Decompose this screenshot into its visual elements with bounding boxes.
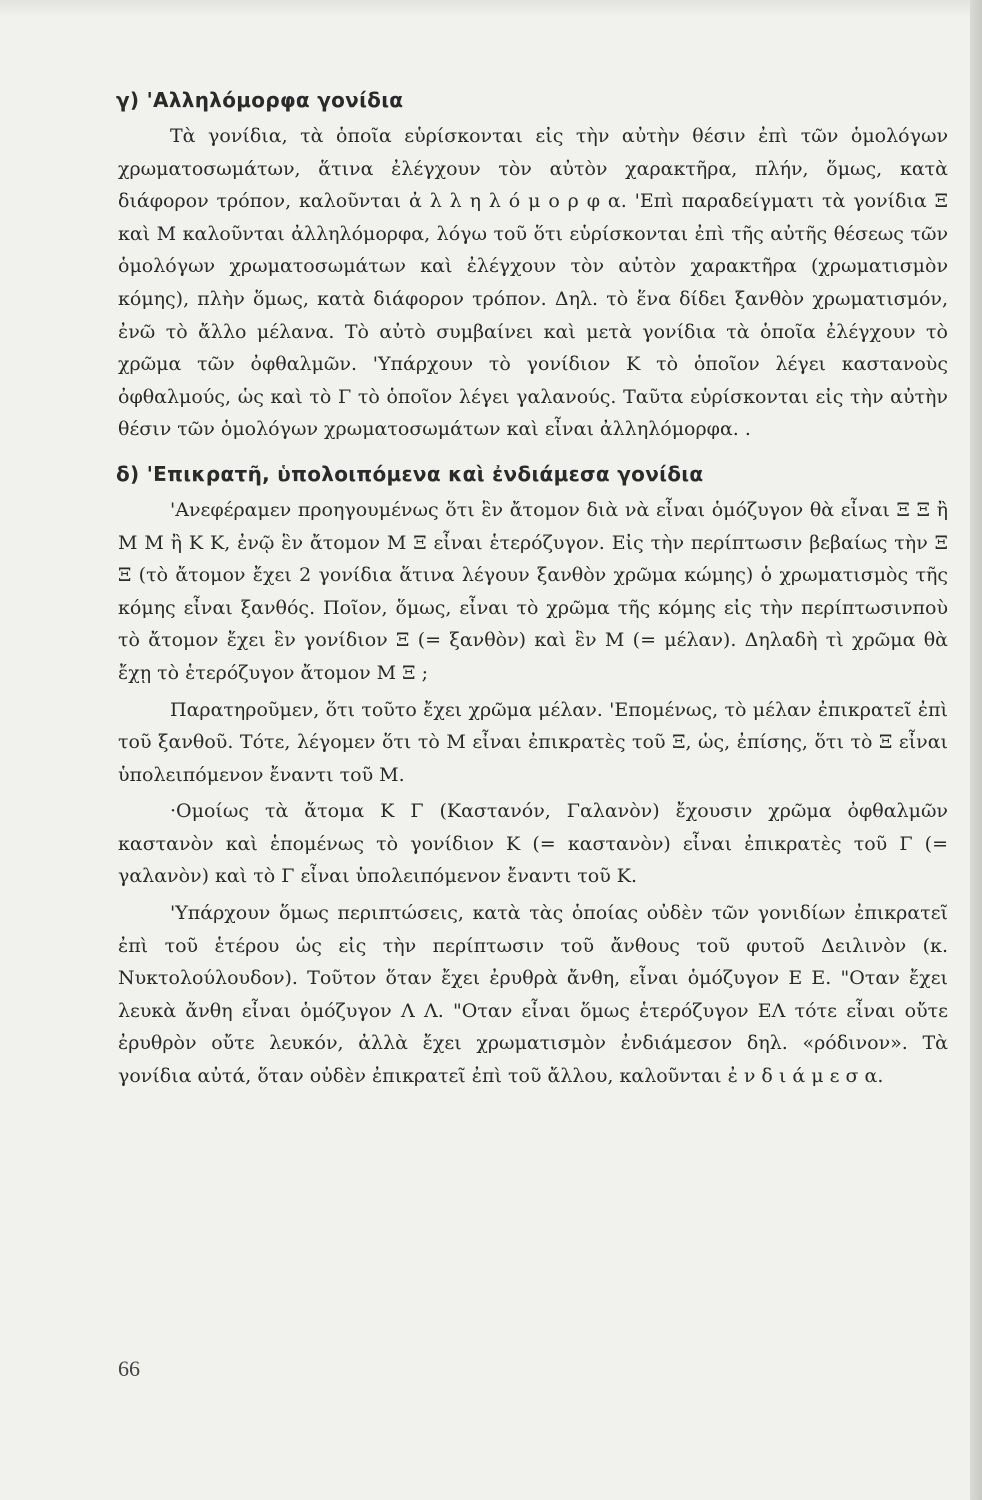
paragraph: 'Υπάρχουν ὅμως περιπτώσεις, κατὰ τὰς ὁποίας οὐδὲν τῶν γονιδίων ἐπικρατεῖ ἐπὶ τοῦ ἑτέρου ὡς εἰς τὴν περίπτωσιν τοῦ ἄνθους τοῦ φυτοῦ Δειλινὸν (κ. Νυκτολούλουδον). Τοῦτον ὅταν ἔχει ἐρυθρὰ ἄνθη, εἶναι ὁμόζυγον Ε Ε. "Οταν ἔχει λευκὰ ἄνθη εἶναι ὁμόζυγον Λ Λ. "Οταν εἶναι ὅμως ἑτερόζυγον ΕΛ τότε εἶναι οὔτε ἐρυθρὸν οὔτε λευκόν, ἀλλὰ ἔχει χρωματισμὸν ἐνδιάμεσον δηλ. «ρόδινον». Τὰ γονίδια αὐτά, ὅταν οὐδὲν ἐπικρατεῖ ἐπὶ τοῦ ἄλλου, καλοῦνται ἐ ν δ ι ά μ ε σ α. (118, 902, 948, 1088)
section-heading-dominant-recessive: δ) 'Επικρατῆ, ὑπολοιπόμενα καὶ ἐνδιάμεσα γονίδια (116, 461, 704, 486)
page-top-shadow (0, 0, 982, 18)
paragraph: Τὰ γονίδια, τὰ ὁποῖα εὑρίσκονται εἰς τὴν αὐτὴν θέσιν ἐπὶ τῶν ὁμολόγων χρωματοσωμάτων, ἅτινα ἐλέγχουν τὸν αὐτὸν χαρακτῆρα, πλήν, ὅμως, κατὰ διάφορον τρόπον, καλοῦνται ἀ λ λ η λ ό μ ο ρ φ α. 'Επὶ παραδείγματι τὰ γονίδια Ξ καὶ Μ καλοῦνται ἀλληλόμορφα, λόγω τοῦ ὅτι εὑρίσκονται ἐπὶ τῆς αὐτῆς θέσεως τῶν ὁμολόγων χρωματοσωμάτων καὶ ἐλέγχουν τὸν αὐτὸν χαρακτῆρα (χρωματισμὸν κόμης), πλὴν ὅμως, κατὰ διάφορον τρόπον. Δηλ. τὸ ἕνα δίδει ξανθὸν χρωματισμόν, ἐνῶ τὸ ἄλλο μέλανα. Τὸ αὐτὸ συμβαίνει καὶ μετὰ γονίδια τὰ ὁποῖα ἐλέγχουν τὸ χρῶμα τῶν ὀφθαλμῶν. 'Υπάρχουν τὸ γονίδιον Κ τὸ ὁποῖον λέγει καστανοὺς ὀφθαλμούς, ὡς καὶ τὸ Γ τὸ ὁποῖον λέγει γαλανούς. Ταῦτα εὑρίσκονται εἰς τὴν αὐτὴν θέσιν τῶν ὁμολόγων χρωματοσωμάτων καὶ εἶναι ἀλληλόμορφα. . (118, 125, 948, 441)
page-content (118, 84, 948, 1093)
page-edge (970, 0, 982, 1500)
page-number: 66 (118, 1356, 140, 1381)
section-spacer (118, 446, 948, 458)
paragraph: ·Ομοίως τὰ ἄτομα Κ Γ (Καστανόν, Γαλανὸν) ἔχουσιν χρῶμα ὀφθαλμῶν καστανὸν καὶ ἑπομένως τὸ γονίδιον Κ (= καστανὸν) εἶναι ἐπικρατὲς τοῦ Γ (= γαλανὸν) καὶ τὸ Γ εἶναι ὑπολειπόμενον ἔναντι τοῦ Κ. (118, 800, 948, 888)
section-heading-alleles: γ) 'Αλληλόμορφα γονίδια (116, 88, 404, 112)
paragraph: Παρατηροῦμεν, ὅτι τοῦτο ἔχει χρῶμα μέλαν. 'Επομένως, τὸ μέλαν ἐπικρατεῖ ἐπὶ τοῦ ξανθοῦ. Τότε, λέγομεν ὅτι τὸ Μ εἶναι ἐπικρατὲς τοῦ Ξ, ὡς, ἐπίσης, ὅτι τὸ Ξ εἶναι ὑπολειπόμενον ἔναντι τοῦ Μ. (118, 698, 948, 786)
paragraph: 'Ανεφέραμεν προηγουμένως ὅτι ἓν ἄτομον διὰ νὰ εἶναι ὁμόζυγον θὰ εἶναι Ξ Ξ ἢ Μ Μ ἢ Κ Κ, ἐνῷ ἓν ἄτομον Μ Ξ εἶναι ἑτερόζυγον. Εἰς τὴν περίπτωσιν βεβαίως τὴν Ξ Ξ (τὸ ἄτομον ἔχει 2 γονίδια ἅτινα λέγουν ξανθὸν χρῶμα κώμης) ὁ χρωματισμὸς τῆς κόμης εἶναι ξανθός. Ποῖον, ὅμως, εἶναι τὸ χρῶμα τῆς κόμης εἰς τὴν περίπτωσινποὺ τὸ ἄτομον ἔχει ἓν γονίδιον Ξ (= ξανθὸν) καὶ ἓν Μ (= μέλαν). Δηλαδὴ τὶ χρῶμα θὰ ἔχῃ τὸ ἑτερόζυγον ἄτομον Μ Ξ ; (118, 498, 948, 684)
